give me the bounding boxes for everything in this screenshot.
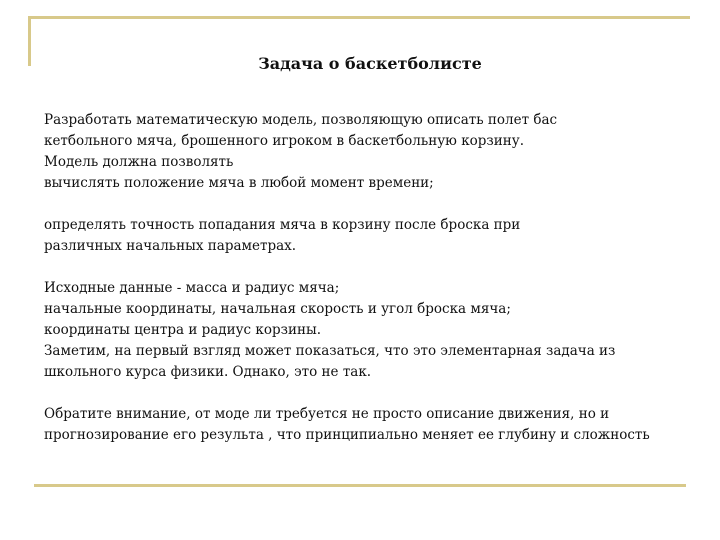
paragraph-gap bbox=[44, 194, 684, 215]
body-line: Разработать математическую модель, позволяющую описать полет бас bbox=[44, 112, 558, 128]
body-line: начальные координаты, начальная скорость и угол броска мяча; bbox=[44, 301, 511, 317]
body-line: школьного курса физики. Однако, это не так. bbox=[44, 364, 372, 380]
body-line: Заметим, на первый взгляд может показаться, что это элементарная задача из bbox=[44, 343, 616, 359]
body-line: координаты центра и радиус корзины. bbox=[44, 322, 322, 338]
paragraph-gap bbox=[44, 383, 684, 404]
frame-bottom-rule bbox=[34, 484, 686, 487]
body-line: кетбольного мяча, брошенного игроком в баскетбольную корзину. bbox=[44, 133, 525, 149]
frame-top-rule bbox=[28, 16, 690, 19]
paragraph-gap bbox=[44, 257, 684, 278]
body-line: Модель должна позволять bbox=[44, 154, 234, 170]
body-line: Исходные данные - масса и радиус мяча; bbox=[44, 280, 340, 296]
body-line: вычислять положение мяча в любой момент времени; bbox=[44, 175, 434, 191]
body-line: Обратите внимание, от моде ли требуется не просто описание движения, но и bbox=[44, 406, 610, 422]
body-line: прогнозирование его результа , что принципиально меняет ее глубину и сложность bbox=[44, 427, 650, 443]
body-line: различных начальных параметрах. bbox=[44, 238, 297, 254]
slide-body bbox=[44, 110, 684, 446]
body-line: определять точность попадания мяча в корзину после броска при bbox=[44, 217, 521, 233]
slide-title: Задача о баскетболисте bbox=[258, 54, 482, 73]
